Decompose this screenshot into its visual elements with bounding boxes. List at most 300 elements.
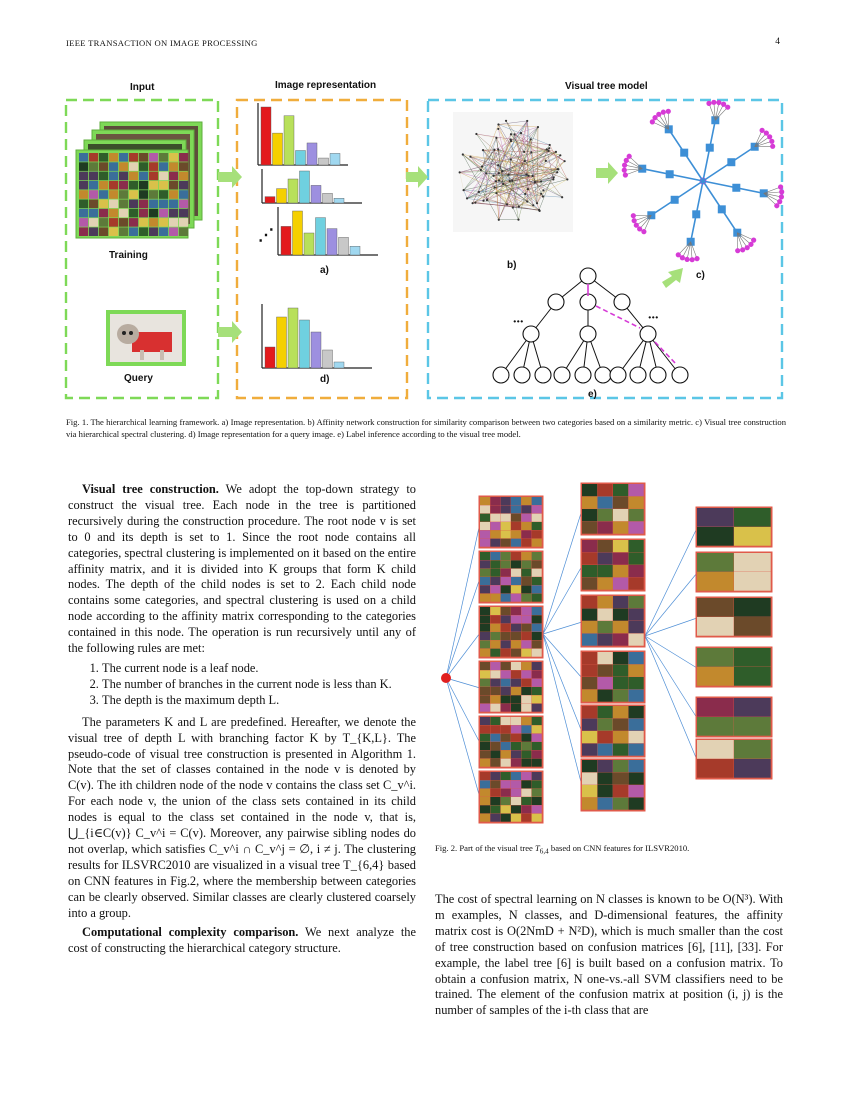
fig2-level2-thumb-tile: [629, 652, 644, 664]
fig2-level2-thumb-tile: [598, 773, 613, 785]
fig2-edge: [446, 678, 480, 688]
fig2-level1-thumb-tile: [490, 742, 500, 750]
fig2-level3-thumb-tile: [697, 740, 734, 759]
fig2-level1-thumb-tile: [511, 797, 521, 805]
fig2-level1-thumb-tile: [521, 624, 531, 632]
fig2-level1-thumb-tile: [480, 789, 490, 797]
fig2-level1-thumb-tile: [490, 539, 500, 547]
right-column: [435, 892, 783, 1019]
fig2-level2-thumb-tile: [598, 744, 613, 756]
fig2-level1-thumb-tile: [490, 585, 500, 593]
fig2-level1-thumb-tile: [532, 797, 542, 805]
fig2-level2-thumb-tile: [629, 785, 644, 797]
fig2-level1-thumb-tile: [501, 704, 511, 712]
fig2-level1-thumb-tile: [480, 530, 490, 538]
fig2-level1-thumb-tile: [480, 585, 490, 593]
fig2-level1-thumb-tile: [480, 742, 490, 750]
fig2-level1-thumb-tile: [480, 497, 490, 505]
fig2-level2-thumb-tile: [613, 798, 628, 810]
fig2-level1-thumb-tile: [532, 505, 542, 513]
fig2-level1-thumb-tile: [511, 505, 521, 513]
fig2-level1-thumb-tile: [511, 615, 521, 623]
fig2-level1-thumb-tile: [521, 522, 531, 530]
fig2-level1-thumb-tile: [511, 662, 521, 670]
fig2-level3-thumb-tile: [697, 598, 734, 617]
fig2-level1-thumb-tile: [490, 632, 500, 640]
fig2-level1-thumb-tile: [511, 805, 521, 813]
fig2-level2-thumb-tile: [598, 634, 613, 646]
fig2-level2-thumb-tile: [613, 706, 628, 718]
fig2-level3-thumb-tile: [734, 508, 771, 527]
fig2-level1-thumb-tile: [521, 594, 531, 602]
fig2-level1-thumb-tile: [532, 662, 542, 670]
fig2-level1-thumb-tile: [480, 594, 490, 602]
fig2-level1-thumb-tile: [480, 772, 490, 780]
fig2-level2-thumb-tile: [613, 652, 628, 664]
fig2-level2-thumb-tile: [613, 773, 628, 785]
fig2-level2-thumb-tile: [629, 773, 644, 785]
fig2-level1-thumb-tile: [490, 750, 500, 758]
fig2-level2-thumb-tile: [629, 760, 644, 772]
fig2-level1-thumb-tile: [480, 514, 490, 522]
fig2-level2-thumb-tile: [629, 731, 644, 743]
fig2-level2-thumb-tile: [629, 484, 644, 496]
fig2-level1-thumb-tile: [480, 662, 490, 670]
visual-tree-title: Visual tree model: [565, 81, 648, 92]
fig2-level1-thumb-tile: [532, 670, 542, 678]
fig2-level1-thumb-tile: [490, 577, 500, 585]
figure-1-caption: Fig. 1. The hierarchical learning framework. a) Image representation. b) Affinity network construction for similarity comparison between two categories based on a similarity metric. c) Visual tree construction via hierarchical spectral clustering. d) Image representation for a query image. e) Label inference according to the visual tree model.: [66, 417, 786, 439]
fig2-level1-thumb-tile: [490, 594, 500, 602]
fig2-level1-thumb-tile: [490, 522, 500, 530]
fig2-level1-thumb-tile: [511, 759, 521, 767]
fig2-level3-thumb-tile: [734, 740, 771, 759]
fig2-level1-thumb-tile: [532, 624, 542, 632]
fig2-level1-thumb-tile: [521, 539, 531, 547]
fig2-level2-thumb-tile: [582, 634, 597, 646]
fig2-edge: [446, 578, 480, 678]
fig2-level1-thumb-tile: [532, 805, 542, 813]
fig2-level1-thumb-tile: [521, 585, 531, 593]
fig2-level2-thumb-tile: [613, 609, 628, 621]
fig2-level1-thumb-tile: [521, 577, 531, 585]
fig2-level2-thumb-tile: [582, 652, 597, 664]
fig2-level1-thumb-tile: [501, 640, 511, 648]
query-label: Query: [124, 373, 153, 384]
fig2-level1-thumb-tile: [501, 670, 511, 678]
fig2-level1-thumb-tile: [532, 759, 542, 767]
fig2-level2-thumb-tile: [582, 744, 597, 756]
fig2-level1-thumb-tile: [521, 530, 531, 538]
fig2-level1-thumb-tile: [480, 780, 490, 788]
fig2-level1-thumb-tile: [480, 759, 490, 767]
fig2-level1-thumb-tile: [480, 734, 490, 742]
fig2-level1-thumb-tile: [521, 514, 531, 522]
fig2-level1-thumb-tile: [511, 594, 521, 602]
fig2-level1-thumb-tile: [480, 687, 490, 695]
fig2-level1-thumb-tile: [511, 522, 521, 530]
rule-item: 1. The current node is a leaf node.: [102, 661, 416, 677]
fig2-level1-thumb-tile: [501, 805, 511, 813]
fig2-level1-thumb-tile: [521, 814, 531, 822]
fig2-level1-thumb-tile: [521, 725, 531, 733]
fig2-level1-thumb-tile: [521, 695, 531, 703]
fig2-level3-thumb-tile: [734, 667, 771, 686]
page-number: 4: [775, 37, 780, 47]
fig2-level1-thumb-tile: [490, 624, 500, 632]
fig2-level1-thumb-tile: [511, 497, 521, 505]
fig2-level2-thumb-tile: [582, 690, 597, 702]
panel-a-label: a): [320, 265, 329, 276]
fig2-level2-thumb-tile: [582, 540, 597, 552]
fig2-level2-thumb-tile: [613, 665, 628, 677]
fig2-level1-thumb-tile: [490, 780, 500, 788]
fig2-level1-thumb-tile: [532, 734, 542, 742]
fig2-level1-thumb-tile: [521, 687, 531, 695]
fig2-level2-thumb-tile: [598, 609, 613, 621]
fig2-level2-thumb-tile: [582, 665, 597, 677]
fig2-level1-thumb-tile: [480, 615, 490, 623]
fig2-level1-thumb-tile: [532, 607, 542, 615]
fig2-level3-thumb-tile: [697, 553, 734, 572]
fig2-level1-thumb-tile: [480, 649, 490, 657]
fig2-level1-thumb-tile: [480, 750, 490, 758]
fig2-level1-thumb-tile: [480, 577, 490, 585]
fig2-level3-thumb-tile: [734, 598, 771, 617]
fig2-level2-thumb-tile: [629, 540, 644, 552]
fig2-level1-thumb-tile: [521, 649, 531, 657]
fig2-level3-thumb-tile: [697, 572, 734, 591]
fig2-level1-thumb-tile: [521, 742, 531, 750]
running-header: IEEE TRANSACTION ON IMAGE PROCESSING: [66, 38, 258, 48]
fig2-level2-thumb-tile: [582, 596, 597, 608]
fig2-level1-thumb-tile: [532, 530, 542, 538]
fig2-level2-thumb-tile: [629, 609, 644, 621]
fig2-level1-thumb-tile: [480, 560, 490, 568]
fig2-level3-thumb-tile: [734, 648, 771, 667]
fig2-level2-thumb-tile: [598, 785, 613, 797]
fig2-level1-thumb-tile: [511, 695, 521, 703]
fig2-edge: [446, 523, 480, 678]
fig2-level1-thumb-tile: [501, 780, 511, 788]
fig2-level2-thumb-tile: [582, 565, 597, 577]
fig2-level1-thumb-tile: [532, 514, 542, 522]
fig2-level1-thumb-tile: [521, 679, 531, 687]
fig2-level2-thumb-tile: [613, 719, 628, 731]
rule-item: 3. The depth is the maximum depth L.: [102, 693, 416, 709]
fig2-level1-thumb-tile: [501, 539, 511, 547]
fig2-level2-thumb-tile: [582, 484, 597, 496]
fig2-level1-thumb-tile: [511, 670, 521, 678]
fig2-level1-thumb-tile: [501, 759, 511, 767]
fig2-level3-thumb-tile: [697, 648, 734, 667]
fig2-level1-thumb-tile: [480, 539, 490, 547]
fig2-level1-thumb-tile: [490, 805, 500, 813]
fig2-level1-thumb-tile: [490, 640, 500, 648]
fig2-level2-thumb-tile: [598, 578, 613, 590]
fig2-level2-thumb-tile: [613, 690, 628, 702]
fig2-level2-thumb-tile: [629, 634, 644, 646]
fig2-level1-thumb-tile: [532, 687, 542, 695]
fig2-level1-thumb-tile: [501, 750, 511, 758]
fig2-level2-thumb-tile: [629, 509, 644, 521]
fig2-level1-thumb-tile: [532, 522, 542, 530]
fig2-level1-thumb-tile: [511, 585, 521, 593]
fig2-level2-thumb-tile: [629, 553, 644, 565]
fig2-level1-thumb-tile: [490, 679, 500, 687]
fig2-level1-thumb-tile: [480, 670, 490, 678]
fig2-level2-thumb-tile: [629, 706, 644, 718]
fig2-level2-thumb-tile: [629, 798, 644, 810]
fig2-level1-thumb-tile: [490, 789, 500, 797]
fig2-level1-thumb-tile: [532, 704, 542, 712]
fig2-level1-thumb-tile: [521, 750, 531, 758]
fig2-level1-thumb-tile: [480, 522, 490, 530]
fig2-level1-thumb-tile: [511, 725, 521, 733]
fig2-level2-thumb-tile: [613, 497, 628, 509]
fig2-level2-thumb-tile: [598, 665, 613, 677]
fig2-level1-thumb-tile: [501, 607, 511, 615]
fig2-level2-thumb-tile: [629, 677, 644, 689]
fig2-level2-thumb-tile: [629, 665, 644, 677]
fig2-level1-thumb-tile: [532, 780, 542, 788]
fig2-edge: [446, 678, 480, 798]
fig2-level1-thumb-tile: [511, 530, 521, 538]
fig2-root-node: [441, 673, 451, 683]
fig2-level2-thumb-tile: [582, 706, 597, 718]
paragraph-spectral-cost: The cost of spectral learning on N classes is known to be O(N³). With m examples, N classes, and D-dimensional features, the affinity matrix cost is O(2NmD + N²D), which is much smaller than the cost of tree construction based on confusion matrices [6], [11], [33]. For example, the label tree [6] is built based on a confusion matrix. To obtain a confusion matrix, N one-vs.-all SVM classifiers need to be trained. The element of the confusion matrix at position (i, j) is the number of samples of the i-th class that are: [435, 892, 783, 1018]
fig2-level2-thumb-tile: [582, 497, 597, 509]
fig2-level1-thumb-tile: [532, 552, 542, 560]
training-label: Training: [109, 250, 148, 261]
fig2-level2-thumb-tile: [613, 522, 628, 534]
fig2-level2-thumb-tile: [598, 553, 613, 565]
fig2-level1-thumb-tile: [532, 560, 542, 568]
fig2-level1-thumb-tile: [521, 552, 531, 560]
panel-e-label: e): [588, 389, 597, 400]
fig2-level1-thumb-tile: [490, 695, 500, 703]
representation-title: Image representation: [275, 80, 377, 91]
fig2-level1-thumb-tile: [511, 717, 521, 725]
fig2-level3-thumb-tile: [734, 572, 771, 591]
fig2-level1-thumb-tile: [521, 704, 531, 712]
fig2-level1-thumb-tile: [490, 530, 500, 538]
fig2-level1-thumb-tile: [532, 725, 542, 733]
fig2-level1-thumb-tile: [480, 704, 490, 712]
fig2-level2-thumb-tile: [598, 509, 613, 521]
fig2-level3-thumb-tile: [734, 553, 771, 572]
fig2-level1-thumb-tile: [480, 552, 490, 560]
fig2-level1-thumb-tile: [480, 505, 490, 513]
fig2-level2-thumb-tile: [629, 744, 644, 756]
paragraph-parameters: The parameters K and L are predefined. Hereafter, we denote the visual tree of depth L with branching factor K by T_{K,L}. The pseudo-code of visual tree construction is presented in Algorithm 1. Note that the set of classes contained in the node v is denoted by C(v). The ith children node of the node v contains the class set C_v^i. For each node v, the union of the class sets contained in its child nodes is equal to the class set contained in the node v, that is, ⋃_{i∈C(v)} C_v^i = C(v). Moreover, any pairwise sibling nodes do not overlap, which satisfies C_v^i ∩ C_v^j = ∅, i ≠ j. The clustering results for ILSVRC2010 are visualized in a visual tree T_{6,4} based on CNN features in Fig.2, where the membership between categories can be clearly observed. Similar classes are clearly clustered coarsely into a group.: [68, 714, 416, 920]
fig2-level1-thumb-tile: [532, 585, 542, 593]
fig2-level1-thumb-tile: [521, 569, 531, 577]
fig2-level2-thumb-tile: [613, 744, 628, 756]
fig2-level1-thumb-tile: [521, 632, 531, 640]
fig2-level2-thumb-tile: [629, 621, 644, 633]
fig2-level2-thumb-tile: [598, 540, 613, 552]
panel-b-label: b): [507, 260, 517, 271]
fig2-level1-thumb-tile: [480, 569, 490, 577]
fig2-level1-thumb-tile: [501, 742, 511, 750]
fig2-level1-thumb-tile: [532, 717, 542, 725]
fig2-level2-thumb-tile: [582, 731, 597, 743]
fig2-level2-thumb-tile: [582, 773, 597, 785]
fig2-edge: [543, 510, 582, 634]
fig2-level2-thumb-tile: [582, 553, 597, 565]
fig2-level1-thumb-tile: [490, 687, 500, 695]
fig2-level1-thumb-tile: [501, 552, 511, 560]
fig2-level1-thumb-tile: [501, 505, 511, 513]
panel-c-label: c): [696, 270, 705, 281]
panel-d-label: d): [320, 374, 330, 385]
fig2-level1-thumb-tile: [532, 649, 542, 657]
fig2-level1-thumb-tile: [480, 640, 490, 648]
fig2-level1-thumb-tile: [521, 497, 531, 505]
fig2-level1-thumb-tile: [511, 814, 521, 822]
fig2-edge: [645, 636, 697, 668]
fig2-level1-thumb-tile: [501, 679, 511, 687]
fig2-level2-thumb-tile: [629, 578, 644, 590]
fig2-level2-thumb-tile: [598, 621, 613, 633]
fig2-level1-thumb-tile: [511, 514, 521, 522]
fig2-level3-thumb-tile: [697, 717, 734, 736]
fig2-level1-thumb-tile: [501, 717, 511, 725]
fig2-level1-thumb-tile: [532, 679, 542, 687]
fig2-level1-thumb-tile: [490, 704, 500, 712]
fig2-level1-thumb-tile: [511, 640, 521, 648]
fig2-level1-thumb-tile: [511, 704, 521, 712]
stopping-rules-list: [68, 661, 416, 709]
fig2-level1-thumb-tile: [490, 560, 500, 568]
fig2-level1-thumb-tile: [480, 725, 490, 733]
fig2-level2-thumb-tile: [582, 578, 597, 590]
fig2-level1-thumb-tile: [490, 649, 500, 657]
paragraph-visual-tree: Visual tree construction. We adopt the top-down strategy to construct the visual tree. Each node in the tree is partitioned recursively during the construction procedure. The root node v is set to 0 and its depth is set to 1. Since the root node contains all categories, spectral clustering is implemented on it based on the entire affinity matrix, and it is divided into K groups that form K child nodes. The depth of the child nodes is set to 2. Each child node contains some categories, and spectral clustering is used on a child node according to the affinity matrix corresponding to the categories contained in this node. The operation is run recursively until any of the following rules are met:: [68, 482, 416, 656]
fig2-level1-thumb-tile: [501, 734, 511, 742]
fig2-level1-thumb-tile: [501, 687, 511, 695]
fig2-level1-thumb-tile: [490, 662, 500, 670]
fig2-level2-thumb-tile: [598, 497, 613, 509]
fig2-level2-thumb-tile: [613, 731, 628, 743]
fig2-level2-thumb-tile: [613, 540, 628, 552]
fig2-level2-thumb-tile: [582, 621, 597, 633]
fig2-level1-thumb-tile: [521, 789, 531, 797]
fig2-level3-thumb-tile: [697, 759, 734, 778]
fig2-level1-thumb-tile: [532, 814, 542, 822]
fig2-level1-thumb-tile: [501, 530, 511, 538]
fig2-level1-thumb-tile: [511, 687, 521, 695]
fig2-level1-thumb-tile: [532, 640, 542, 648]
fig2-level1-thumb-tile: [501, 725, 511, 733]
fig2-edge: [645, 636, 697, 718]
fig2-level2-thumb-tile: [598, 706, 613, 718]
fig2-level1-thumb-tile: [511, 772, 521, 780]
fig2-level2-thumb-tile: [582, 719, 597, 731]
fig2-level2-thumb-tile: [629, 690, 644, 702]
fig2-level2-thumb-tile: [582, 798, 597, 810]
fig2-level1-thumb-tile: [490, 505, 500, 513]
fig2-level1-thumb-tile: [521, 780, 531, 788]
fig2-level2-thumb-tile: [613, 677, 628, 689]
fig2-level2-thumb-tile: [613, 634, 628, 646]
fig2-level1-thumb-tile: [480, 624, 490, 632]
fig2-level3-thumb-tile: [734, 527, 771, 546]
input-title: Input: [130, 82, 155, 93]
fig2-level1-thumb-tile: [511, 679, 521, 687]
fig2-level1-thumb-tile: [532, 539, 542, 547]
fig2-level1-thumb-tile: [511, 632, 521, 640]
fig2-level2-thumb-tile: [613, 785, 628, 797]
fig2-level1-thumb-tile: [490, 615, 500, 623]
fig2-level1-thumb-tile: [532, 750, 542, 758]
fig2-level1-thumb-tile: [490, 772, 500, 780]
fig2-level1-thumb-tile: [501, 522, 511, 530]
fig2-level1-thumb-tile: [490, 759, 500, 767]
tree-ellipsis-left: ∙∙∙: [513, 315, 524, 330]
fig2-level2-thumb-tile: [582, 509, 597, 521]
fig2-level3-thumb-tile: [734, 717, 771, 736]
fig2-level1-thumb-tile: [532, 772, 542, 780]
fig2-level2-thumb-tile: [598, 522, 613, 534]
fig2-level1-thumb-tile: [511, 780, 521, 788]
fig2-level1-thumb-tile: [511, 560, 521, 568]
fig2-level1-thumb-tile: [511, 750, 521, 758]
fig2-level1-thumb-tile: [480, 814, 490, 822]
fig2-level1-thumb-tile: [490, 497, 500, 505]
fig2-level1-thumb-tile: [521, 772, 531, 780]
fig2-level1-thumb-tile: [511, 649, 521, 657]
fig2-level2-thumb-tile: [598, 677, 613, 689]
fig2-level1-thumb-tile: [501, 789, 511, 797]
tree-ellipsis-right: ∙∙∙: [648, 311, 659, 326]
fig2-level2-thumb-tile: [582, 785, 597, 797]
fig2-level1-thumb-tile: [501, 615, 511, 623]
left-column: [68, 482, 416, 957]
fig2-level1-thumb-tile: [521, 662, 531, 670]
fig2-level1-thumb-tile: [511, 539, 521, 547]
fig2-edge: [543, 634, 582, 732]
fig2-level1-thumb-tile: [532, 632, 542, 640]
fig2-level1-thumb-tile: [490, 569, 500, 577]
fig2-level1-thumb-tile: [501, 632, 511, 640]
fig2-level1-thumb-tile: [490, 670, 500, 678]
fig2-level1-thumb-tile: [490, 725, 500, 733]
fig2-level1-thumb-tile: [521, 670, 531, 678]
fig2-level1-thumb-tile: [532, 615, 542, 623]
fig2-level1-thumb-tile: [521, 607, 531, 615]
fig2-level1-thumb-tile: [532, 594, 542, 602]
fig2-level1-thumb-tile: [501, 695, 511, 703]
ellipsis-dots: ⋰: [258, 227, 274, 244]
fig2-level2-thumb-tile: [598, 731, 613, 743]
fig2-level1-thumb-tile: [521, 759, 531, 767]
fig2-level2-thumb-tile: [598, 798, 613, 810]
rule-item: 2. The number of branches in the current node is less than K.: [102, 677, 416, 693]
fig2-level3-thumb-tile: [697, 508, 734, 527]
fig2-edge: [446, 678, 480, 743]
fig2-level1-thumb-tile: [490, 552, 500, 560]
fig2-level1-thumb-tile: [501, 662, 511, 670]
fig2-level2-thumb-tile: [598, 484, 613, 496]
fig2-level2-thumb-tile: [582, 760, 597, 772]
fig2-level1-thumb-tile: [521, 717, 531, 725]
fig2-level1-thumb-tile: [521, 734, 531, 742]
fig2-level3-thumb-tile: [697, 667, 734, 686]
fig2-level3-thumb-tile: [697, 698, 734, 717]
fig2-level2-thumb-tile: [613, 484, 628, 496]
